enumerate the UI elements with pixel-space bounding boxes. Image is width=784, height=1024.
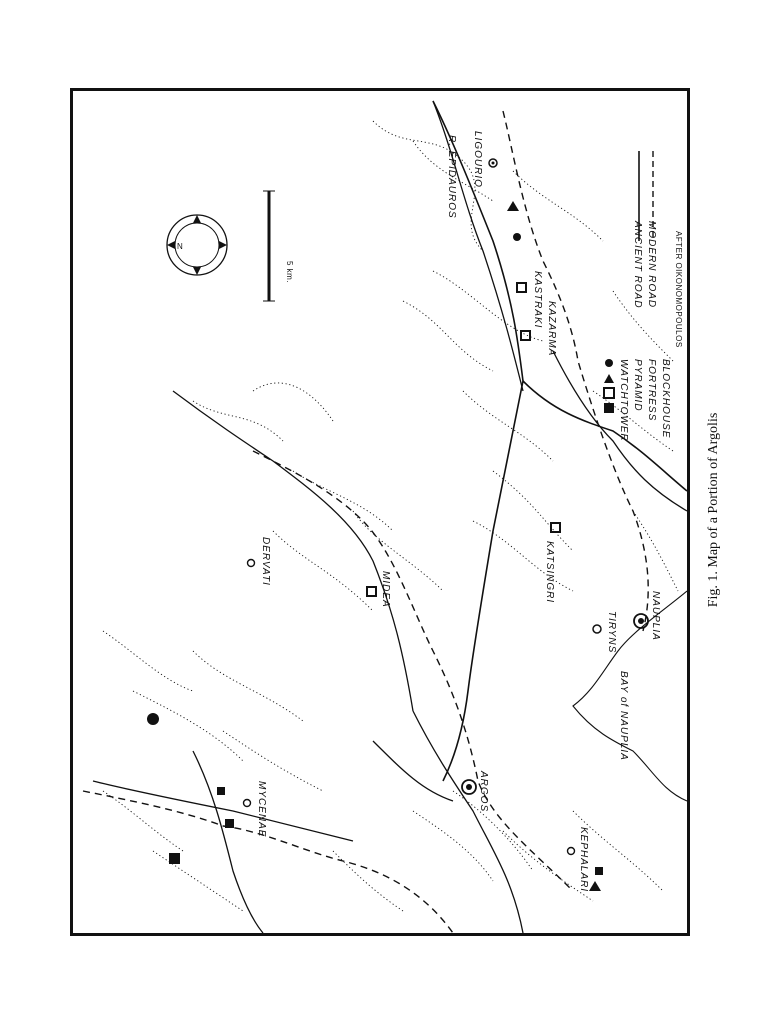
blockhouse-marker-4 (595, 867, 603, 875)
watchtower-marker (513, 233, 521, 241)
figure-caption: Fig. 1. Map of a Portion of Argolis (706, 412, 721, 608)
label-kephalari: KEPHALARI (578, 827, 589, 893)
map-frame (70, 88, 690, 936)
svg-text:N: N (177, 242, 184, 251)
label-kazarma: KAZARMA (546, 301, 557, 357)
legend-modern-road: MODERN ROAD (646, 221, 657, 309)
streams (93, 101, 687, 933)
dervati-marker (248, 560, 255, 567)
label-bay-of-nauplia: BAY of NAUPLIA (618, 671, 629, 761)
label-katsingri: KATSINGRI (544, 541, 555, 604)
scale-bar (263, 191, 294, 301)
map-legend (604, 151, 683, 442)
label-ligourio: LIGOURIO (472, 131, 483, 188)
pyramid-marker (507, 201, 519, 211)
blockhouse-marker-2 (225, 819, 234, 828)
blockhouse-marker-3 (169, 853, 180, 864)
label-mycenae: MYCENAE (256, 781, 267, 838)
legend-pyramid: PYRAMID (632, 359, 643, 412)
label-kastraki: KASTRAKI (532, 271, 543, 329)
blockhouse-marker-1 (217, 787, 225, 795)
watchtower-marker-west (147, 713, 159, 725)
map-credit: AFTER OIKONOMOPOULOS (674, 231, 683, 348)
legend-ancient-road: ANCIENT ROAD (632, 221, 643, 309)
label-midea: MIDEA (380, 571, 391, 608)
label-nauplia: NAUPLIA (650, 591, 661, 641)
place-labels (256, 131, 661, 892)
coastline (573, 591, 687, 801)
kephalari-marker (568, 848, 575, 855)
label-argos: ARGOS (478, 771, 489, 813)
terrain-hatching (103, 121, 678, 911)
midea-fortress (367, 587, 376, 596)
watchtower-symbol (605, 359, 613, 367)
legend-blockhouse: BLOCKHOUSE (660, 359, 671, 439)
compass-rose (167, 215, 227, 275)
pyramid-symbol (604, 374, 614, 383)
modern-road-west (253, 451, 573, 891)
katsingri-fortress (551, 523, 560, 532)
modern-road-north (83, 791, 453, 933)
label-river-epidauros: R. EPIDAUROS (446, 135, 457, 219)
blockhouse-symbol (604, 403, 614, 413)
caption-container (706, 360, 730, 660)
mycenae-marker (244, 800, 251, 807)
fortress-symbol (604, 388, 614, 398)
site-markers (147, 159, 648, 891)
tiryns-marker (593, 625, 601, 633)
kastraki-fortress (517, 283, 526, 292)
label-tiryns: TIRYNS (606, 611, 617, 654)
kazarma-fortress (521, 331, 530, 340)
legend-fortress: FORTRESS (646, 359, 657, 422)
label-dervati: DERVATI (260, 537, 271, 586)
argolis-map (73, 91, 687, 933)
legend-watchtower: WATCHTOWER (618, 359, 629, 442)
scale-label: 5 km. (285, 261, 294, 284)
pyramid-marker-south (589, 881, 601, 891)
